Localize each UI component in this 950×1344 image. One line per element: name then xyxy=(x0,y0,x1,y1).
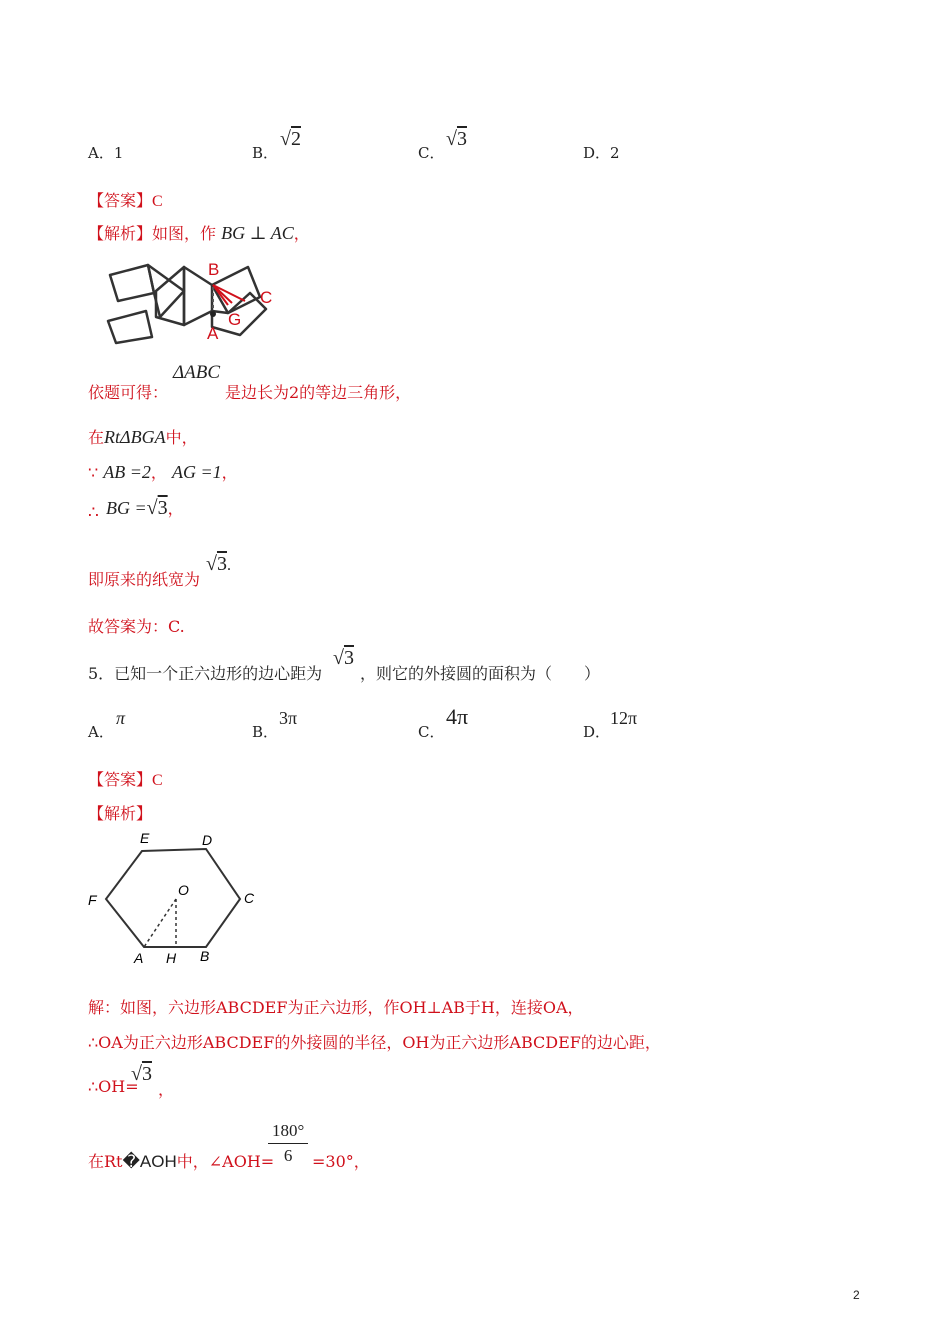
label-g: G xyxy=(228,310,242,329)
option-value: 1 xyxy=(113,144,124,162)
q5-solution-1: 解：如图，六边形ABCDEF为正六边形，作OH⊥AB于H，连接OA， xyxy=(88,998,584,1017)
q5-analysis-tag: 【解析】 xyxy=(88,804,153,823)
q5-answer: 【答案】C xyxy=(88,770,163,789)
q5-stem-sqrt: √3 xyxy=(333,647,354,669)
option-a xyxy=(88,142,123,163)
q4-line-2: 在RtΔBGA中， xyxy=(88,427,198,447)
label-e: E xyxy=(140,830,150,846)
q5-option-d-value: 12π xyxy=(610,708,638,728)
q5-option-a-value: π xyxy=(116,708,126,728)
label-b: B xyxy=(208,260,220,279)
q5-option-c-value: 4π xyxy=(446,704,469,729)
q4-line-4: BG =√3， xyxy=(106,497,184,519)
q4-width-sqrt: √3. xyxy=(206,553,231,575)
q4-line-3: ∵ AB =2， AG =1， xyxy=(88,462,238,482)
q4-figure xyxy=(100,255,280,345)
label-c: C xyxy=(260,288,273,307)
q5-solution-3: ∴OH= xyxy=(88,1077,139,1096)
q5-solution-3-suffix: ， xyxy=(158,1080,175,1099)
figure-shape xyxy=(110,265,154,301)
q4-line-1-suffix: 是边长为2的等边三角形， xyxy=(225,383,412,402)
option-label: B． xyxy=(252,144,279,162)
option-value: 2 xyxy=(610,144,620,162)
triangle-abc: ΔABC xyxy=(173,362,221,383)
q4-line-5: 即原来的纸宽为 xyxy=(88,570,201,589)
option-b xyxy=(252,142,278,163)
label-a: A xyxy=(207,324,219,343)
label-o: O xyxy=(178,882,189,898)
label-c: C xyxy=(244,890,255,906)
option-c-sqrt: √3 xyxy=(446,128,467,150)
label-h: H xyxy=(166,950,177,966)
point-a xyxy=(210,311,216,317)
option-d xyxy=(583,142,620,163)
label-f: F xyxy=(88,892,97,908)
q5-solution-4-suffix: =30°， xyxy=(312,1152,370,1171)
q5-option-c: C． xyxy=(418,723,445,741)
q4-line-1: 依题可得： xyxy=(88,383,169,402)
q5-option-d: D． xyxy=(583,723,611,741)
q5-stem: 5．已知一个正六边形的边心距为 xyxy=(88,664,323,683)
q4-final: 故答案为：C. xyxy=(88,617,185,636)
label-b: B xyxy=(200,948,210,964)
q5-option-b-value: 3π xyxy=(279,708,298,728)
option-label: D． xyxy=(583,144,611,162)
q5-stem-end: ，则它的外接圆的面积为（ ） xyxy=(360,664,601,683)
q5-option-b: B． xyxy=(252,723,279,741)
therefore-symbol: ∴ xyxy=(88,503,99,523)
option-label: C． xyxy=(418,144,445,162)
option-c xyxy=(418,142,444,163)
label-a: A xyxy=(134,950,144,966)
figure-shape xyxy=(108,311,152,343)
q5-option-a: A． xyxy=(88,723,114,741)
page-number: 2 xyxy=(853,1288,860,1302)
q5-solution-4: 在Rt�AOH中，∠AOH= xyxy=(88,1152,275,1171)
option-b-sqrt: √2 xyxy=(280,128,301,150)
q5-fraction: $\frac{180^\circ}{6}$ xyxy=(268,1121,308,1166)
q5-oh-sqrt: √3 xyxy=(131,1063,152,1085)
q5-solution-2: ∴OA为正六边形ABCDEF的外接圆的半径，OH为正六边形ABCDEF的边心距， xyxy=(88,1033,661,1052)
hexagon xyxy=(106,849,240,947)
q5-hexagon-figure xyxy=(82,825,272,970)
segment-oa xyxy=(144,899,176,947)
option-label: A． xyxy=(88,144,114,162)
q4-answer: 【答案】C xyxy=(88,191,163,210)
label-d: D xyxy=(202,832,213,848)
q4-analysis: 【解析】如图，作 BG ⊥ AC， xyxy=(88,223,310,243)
